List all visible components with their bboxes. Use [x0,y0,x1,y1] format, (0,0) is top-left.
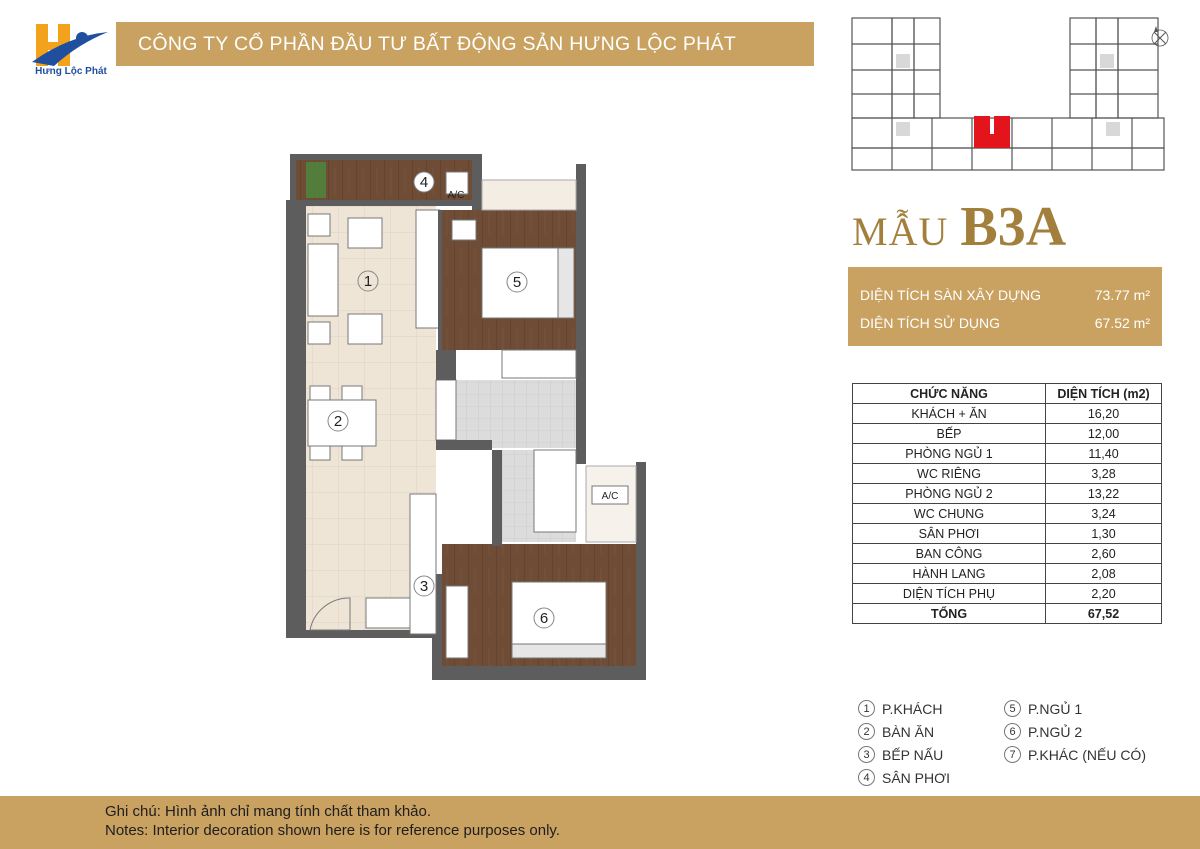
table-row [853,564,1162,584]
room-name: BAN CÔNG [853,544,1046,564]
note-english: Notes: Interior decoration shown here is for reference purposes only. [105,822,560,839]
table-total-row [853,604,1162,624]
legend-item [858,769,950,786]
table-row [853,424,1162,444]
legend-item [858,700,942,717]
room-number-3: 3 [419,578,429,595]
legend-label: BẾP NẤU [882,746,944,763]
table-header-row [853,384,1162,404]
column-header-function: CHỨC NĂNG [853,384,1046,404]
legend-label: SÂN PHƠI [882,769,951,786]
legend-number: 2 [858,723,875,740]
table-row [853,484,1162,504]
legend-label: P.NGỦ 2 [1028,723,1083,740]
construction-area-value: 73.77 m² [1094,287,1150,303]
room-name: WC RIÊNG [853,464,1046,484]
legend-label: P.NGỦ 1 [1028,700,1083,717]
legend-item [858,723,934,740]
apartment-floor-plan [286,154,658,680]
room-area: 3,28 [1046,464,1162,484]
total-value: 67,52 [1046,604,1162,624]
usable-area-row [860,309,1150,337]
room-legend [858,700,1178,790]
legend-number: 5 [1004,700,1021,717]
room-number-2: 2 [333,413,343,430]
room-area: 2,08 [1046,564,1162,584]
legend-label: P.KHÁCH [882,700,943,717]
room-area: 12,00 [1046,424,1162,444]
table-row [853,444,1162,464]
construction-area-label: DIỆN TÍCH SÀN XÂY DỰNG [860,287,1042,303]
legend-label: BÀN ĂN [882,723,935,740]
area-summary [848,267,1162,346]
column-header-area: DIỆN TÍCH (m2) [1046,384,1162,404]
usable-area-value: 67.52 m² [1094,315,1150,331]
room-number-4: 4 [419,174,429,191]
room-area: 16,20 [1046,404,1162,424]
room-number-6: 6 [539,610,549,627]
room-name: SÂN PHƠI [853,524,1046,544]
table-row [853,584,1162,604]
room-area: 1,30 [1046,524,1162,544]
construction-area-row [860,281,1150,309]
company-name: CÔNG TY CỔ PHẦN ĐẦU TƯ BẤT ĐỘNG SẢN HƯNG LỘC PHÁT [138,32,737,55]
model-prefix: MẪU [852,209,949,254]
legend-label: P.KHÁC (NẾU CÓ) [1028,746,1146,763]
note-vietnamese: Ghi chú: Hình ảnh chỉ mang tính chất tham khảo. [105,803,432,820]
logo-text: Hưng Lộc Phát [35,66,107,77]
legend-number: 4 [858,769,875,786]
room-area-table [852,383,1162,624]
room-number-5: 5 [512,274,522,291]
room-area: 3,24 [1046,504,1162,524]
ac-label-balcony: A/C [601,491,619,502]
room-name: KHÁCH + ĂN [853,404,1046,424]
room-area: 13,22 [1046,484,1162,504]
room-area: 2,20 [1046,584,1162,604]
room-name: WC CHUNG [853,504,1046,524]
room-name: DIỆN TÍCH PHỤ [853,584,1046,604]
model-title [852,195,1067,258]
legend-item [1004,700,1082,717]
legend-number: 7 [1004,746,1021,763]
room-name: BẾP [853,424,1046,444]
usable-area-label: DIỆN TÍCH SỬ DỤNG [860,315,1001,331]
legend-item [1004,723,1082,740]
table-row [853,504,1162,524]
legend-item [858,746,943,763]
building-key-plan [842,14,1178,192]
legend-number: 6 [1004,723,1021,740]
legend-number: 3 [858,746,875,763]
room-area: 11,40 [1046,444,1162,464]
legend-number: 1 [858,700,875,717]
ac-label-yard: A/C [447,190,465,201]
room-area: 2,60 [1046,544,1162,564]
room-name: PHÒNG NGỦ 2 [853,484,1046,504]
table-row [853,404,1162,424]
total-label: TỔNG [853,604,1046,624]
room-name: HÀNH LANG [853,564,1046,584]
footer-notes [0,796,1200,849]
table-row [853,464,1162,484]
legend-item [1004,746,1146,763]
room-number-1: 1 [363,273,373,290]
table-row [853,544,1162,564]
company-header [116,22,814,66]
compass-icon [1152,26,1168,46]
model-code: B3A [960,196,1067,258]
table-row [853,524,1162,544]
room-name: PHÒNG NGỦ 1 [853,444,1046,464]
